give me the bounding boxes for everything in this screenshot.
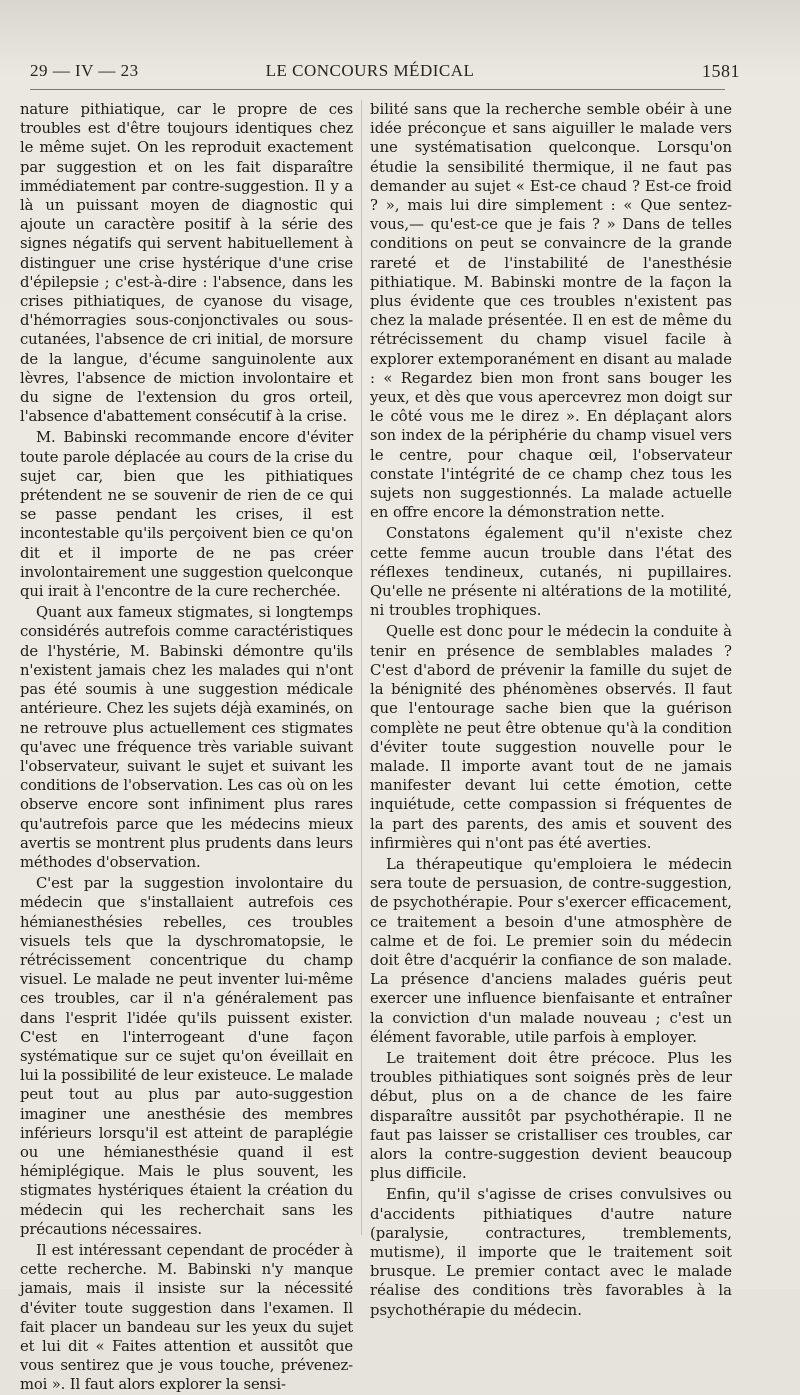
journal-title: LE CONCOURS MÉDICAL bbox=[265, 61, 475, 80]
paragraph: bilité sans que la recherche semble obéir à une idée préconçue et sans aiguiller le malade vers une systématisation quelconque. Lorsqu'on étudie la sensibilité thermique, il ne faut pas demander au sujet « Est-ce chaud ? Est-ce froid ? », mais lui dire simplement : « Que sentez-vous,— qu'est-ce que je fais ? » Dans de telles conditions on peut se convaincre de la grande rareté et de l'instabilité de l'anesthésie pithiatique. M. Babinski montre de la façon la plus évidente que ces troubles n'existent pas chez la malade présentée. Il en est de même du rétrécissement du champ visuel facile à explorer extemporanément en disant au malade : « Regardez bien mon front sans bouger les yeux, et dès que vous apercevrez mon doigt sur le côté vous me le direz ». En déplaçant alors son index de la périphérie du champ visuel vers le centre, pour chaque œil, l'observateur constate l'intégrité de ce champ chez tous les sujets non suggestionnés. La malade actuelle en offre encore la démonstration nette. bbox=[370, 101, 732, 522]
left-column bbox=[20, 100, 353, 1395]
issue-date: 29 — IV — 23 bbox=[30, 61, 139, 80]
paragraph: Quelle est donc pour le médecin la conduite à tenir en présence de semblables malades ? C'est d'abord de prévenir la famille du sujet de la bénignité des phénomènes observés. Il faut que l'entourage sache bien que la guérison complète ne peut être obtenue qu'à la condition d'éviter toute suggestion nouvelle pour le malade. Il importe avant tout de ne jamais manifester devant lui cette émotion, cette inquiétude, cette compassion si fréquentes de la part des parents, des amis et souvent des infirmières qui n'ont pas été averties. bbox=[370, 623, 732, 852]
running-header bbox=[30, 61, 740, 87]
paragraph: Enfin, qu'il s'agisse de crises convulsives ou d'accidents pithiatiques d'autre nature (paralysie, contractures, tremblements, mutisme), il importe que le traitement soit brusque. Le premier contact avec le malade réalise des conditions très favorables à la psychothérapie du médecin. bbox=[370, 1186, 732, 1319]
paragraph: La thérapeutique qu'emploiera le médecin sera toute de persuasion, de contre-suggestion, de psychothérapie. Pour s'exercer efficacement, ce traitement a besoin d'une atmosphère de calme et de foi. Le premier soin du médecin doit être d'acquérir la confiance de son malade. La présence d'anciens malades guéris peut exercer une influence bienfaisante et entraîner la conviction d'un malade nouveau ; c'est un élément favorable, utile parfois à employer. bbox=[370, 855, 732, 1046]
paragraph: C'est par la suggestion involontaire du médecin que s'installaient autrefois ces hémianesthésies rebelles, ces troubles visuels tels que la dyschromatopsie, le rétrécissement concentrique du champ visuel. Le malade ne peut inventer lui-même ces troubles, car il n'a généralement pas dans l'esprit l'idée qu'ils puissent exister. C'est en l'interrogeant d'une façon systématique sur ce sujet qu'on éveillait en lui la possibilité de leur existeuce. Le malade peut tout au plus par auto-suggestion imaginer une anesthésie des membres inférieurs lorsqu'il est atteint de paraplégie ou une hémianesthésie quand il est hémiplégique. Mais le plus souvent, les stigmates hystériques étaient la création du médecin qui les recherchait sans les précautions nécessaires. bbox=[20, 875, 353, 1238]
right-column bbox=[370, 100, 732, 1320]
paragraph: Il est intéressant cependant de procéder à cette recherche. M. Babinski n'y manque jamais, mais il insiste sur la nécessité d'éviter toute suggestion dans l'examen. Il fait placer un bandeau sur les yeux du sujet et lui dit « Faites attention et aussitôt que vous sentirez que je vous touche, prévenez-moi ». Il faut alors explorer la sensi- bbox=[20, 1241, 353, 1394]
column-divider bbox=[361, 100, 362, 1235]
paragraph: Constatons également qu'il n'existe chez cette femme aucun trouble dans l'état des réflexes tendineux, cutanés, ni pupillaires. Qu'elle ne présente ni altérations de la motilité, ni troubles trophiques. bbox=[370, 525, 732, 620]
paragraph: M. Babinski recommande encore d'éviter toute parole déplacée au cours de la crise du sujet car, bien que les pithiatiques prétendent ne se souvenir de rien de ce qui se passe pendant les crises, il est incontestable qu'ils perçoivent bien ce qu'on dit et il importe de ne pas créer involontairement une suggestion quelconque qui irait à l'encontre de la cure recherchée. bbox=[20, 429, 353, 601]
paragraph: Le traitement doit être précoce. Plus les troubles pithiatiques sont soignés près de leur début, plus on a de chance de les faire disparaître aussitôt par psychothérapie. Il ne faut pas laisser se cristalliser ces troubles, car alors la contre-suggestion devient beaucoup plus difficile. bbox=[370, 1049, 732, 1183]
paragraph: Quant aux fameux stigmates, si longtemps considérés autrefois comme caractéristiques de l'hystérie, M. Babinski démontre qu'ils n'existent jamais chez les malades qui n'ont pas été soumis à une suggestion médicale antérieure. Chez les sujets déjà examinés, on ne retrouve plus actuellement ces stigmates qu'avec une fréquence très variable suivant l'observateur, suivant le sujet et suivant les conditions de l'observation. Les cas où on les observe encore sont infiniment plus rares qu'autrefois parce que les médecins mieux avertis se montrent plus prudents dans leurs méthodes d'observation. bbox=[20, 604, 353, 871]
paragraph: nature pithiatique, car le propre de ces troubles est d'être toujours identiques chez le même sujet. On les reproduit exactement par suggestion et on les fait disparaître immédiatement par contre-suggestion. Il y a là un puissant moyen de diagnostic qui ajoute un caractère positif à la série des signes négatifs qui servent habituellement à distinguer une crise hystérique d'une crise d'épilepsie ; c'est-à-dire : l'absence, dans les crises pithiatiques, de cyanose du visage, d'hémorragies sous-conjonctivales ou sous-cutanées, l'absence de cri initial, de morsure de la langue, d'écume sanguinolente aux lèvres, l'absence de miction involontaire et du signe de l'extension du gros orteil, l'absence d'abattement consécutif à la crise. bbox=[20, 101, 353, 426]
page-number: 1581 bbox=[702, 61, 740, 81]
header-rule bbox=[30, 89, 725, 90]
